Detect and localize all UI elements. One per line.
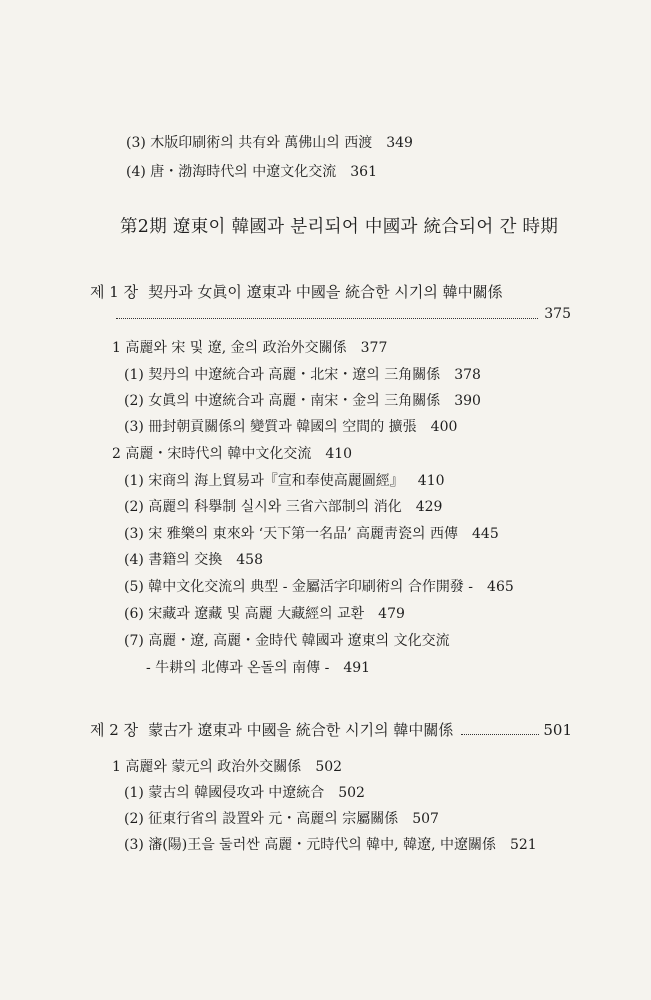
chapter-title: 蒙古가 遼東과 中國을 統合한 시기의 韓中關係 xyxy=(148,721,454,739)
subsection-page: 502 xyxy=(338,785,365,801)
leader-dots xyxy=(116,318,538,319)
subsection-entry xyxy=(124,604,405,624)
subsection-entry xyxy=(124,783,365,803)
section-entry xyxy=(112,444,352,464)
subsection-entry xyxy=(124,417,457,437)
section-entry xyxy=(112,757,342,777)
subsection-label: (4) 書籍의 交換 xyxy=(124,552,223,568)
toc-entry xyxy=(126,162,377,182)
toc-entry-page: 349 xyxy=(386,135,413,151)
leader-dots xyxy=(461,734,539,735)
subsection-label: (3) 宋 雅樂의 東來와 ‘天下第一名品’ 高麗靑瓷의 西傳 xyxy=(124,526,459,542)
subsection-label: (3) 冊封朝貢關係의 變質과 韓國의 空間的 擴張 xyxy=(124,419,417,435)
chapter-label: 제 2 장 xyxy=(90,721,139,739)
subsection-page: 410 xyxy=(417,473,445,489)
subsection-label: (1) 宋商의 海上貿易과『宣和奉使高麗圖經』 xyxy=(124,473,404,489)
section-page: 502 xyxy=(315,759,343,775)
subsection-entry xyxy=(124,497,442,517)
subsection-entry xyxy=(124,550,263,570)
toc-entry xyxy=(126,133,413,153)
subsection-entry xyxy=(124,835,537,855)
subsection-page: 479 xyxy=(378,606,405,622)
subsection-entry xyxy=(124,471,445,491)
subsection-page: 458 xyxy=(236,552,263,568)
chapter-leader-row xyxy=(116,304,571,324)
subsection-label: (2) 征東行省의 設置와 元・高麗의 宗屬關係 xyxy=(124,811,399,827)
section-label: 1 高麗와 宋 및 遼, 金의 政治外交關係 xyxy=(112,340,347,356)
subsection-label: - 牛耕의 北傳과 온돌의 南傳 - xyxy=(146,660,330,676)
section-label: 2 高麗・宋時代의 韓中文化交流 xyxy=(112,446,312,462)
subsection-entry xyxy=(124,809,439,829)
section-page: 410 xyxy=(325,446,353,462)
subsection-label: (5) 韓中文化交流의 典型 - 金屬活字印刷術의 合作開發 - xyxy=(124,579,474,595)
subsection-page: 507 xyxy=(412,811,439,827)
toc-entry-label: (3) 木版印刷術의 共有와 萬佛山의 西渡 xyxy=(126,135,373,151)
subsection-page: 521 xyxy=(509,837,537,853)
chapter-heading xyxy=(90,282,503,302)
subsection-label: (1) 契丹의 中遼統合과 高麗・北宋・遼의 三角關係 xyxy=(124,367,441,383)
section-page: 377 xyxy=(360,340,388,356)
subsection-page: 491 xyxy=(343,660,371,676)
subsection-page: 429 xyxy=(415,499,443,515)
subsection-page: 390 xyxy=(454,393,481,409)
period-title: 第2期 遼東이 韓國과 분리되어 中國과 統合되어 간 時期 xyxy=(120,217,559,237)
subsection-entry xyxy=(124,365,481,385)
subsection-page: 400 xyxy=(430,419,458,435)
subsection-label: (1) 蒙古의 韓國侵攻과 中遼統合 xyxy=(124,785,325,801)
subsection-page: 465 xyxy=(487,579,514,595)
subsection-entry xyxy=(124,631,450,651)
section-label: 1 高麗와 蒙元의 政治外交關係 xyxy=(112,759,302,775)
subsection-entry xyxy=(124,524,499,544)
subsection-label: (7) 高麗・遼, 高麗・金時代 韓國과 遼東의 文化交流 xyxy=(124,633,450,649)
section-entry xyxy=(112,338,387,358)
subsection-entry xyxy=(124,391,481,411)
toc-entry-page: 361 xyxy=(350,164,377,180)
toc-entry-label: (4) 唐・渤海時代의 中遼文化交流 xyxy=(126,164,337,180)
chapter-page: 375 xyxy=(544,306,571,322)
subsection-page: 445 xyxy=(472,526,499,542)
subsection-label: (3) 瀋(陽)王을 둘러싼 高麗・元時代의 韓中, 韓遼, 中遼關係 xyxy=(124,837,496,853)
subsection-label: (2) 女眞의 中遼統合과 高麗・南宋・金의 三角關係 xyxy=(124,393,441,409)
chapter-label: 제 1 장 xyxy=(90,283,139,301)
subsection-entry xyxy=(124,577,514,597)
chapter-heading xyxy=(90,720,572,740)
subsection-label: (2) 高麗의 科擧制 실시와 三省六部制의 消化 xyxy=(124,499,402,515)
subsection-label: (6) 宋藏과 遼藏 및 高麗 大藏經의 교환 xyxy=(124,606,365,622)
chapter-title: 契丹과 女眞이 遼東과 中國을 統合한 시기의 韓中關係 xyxy=(148,283,503,301)
chapter-page: 501 xyxy=(543,721,572,739)
subsection-entry-continued xyxy=(146,658,370,678)
subsection-page: 378 xyxy=(454,367,481,383)
